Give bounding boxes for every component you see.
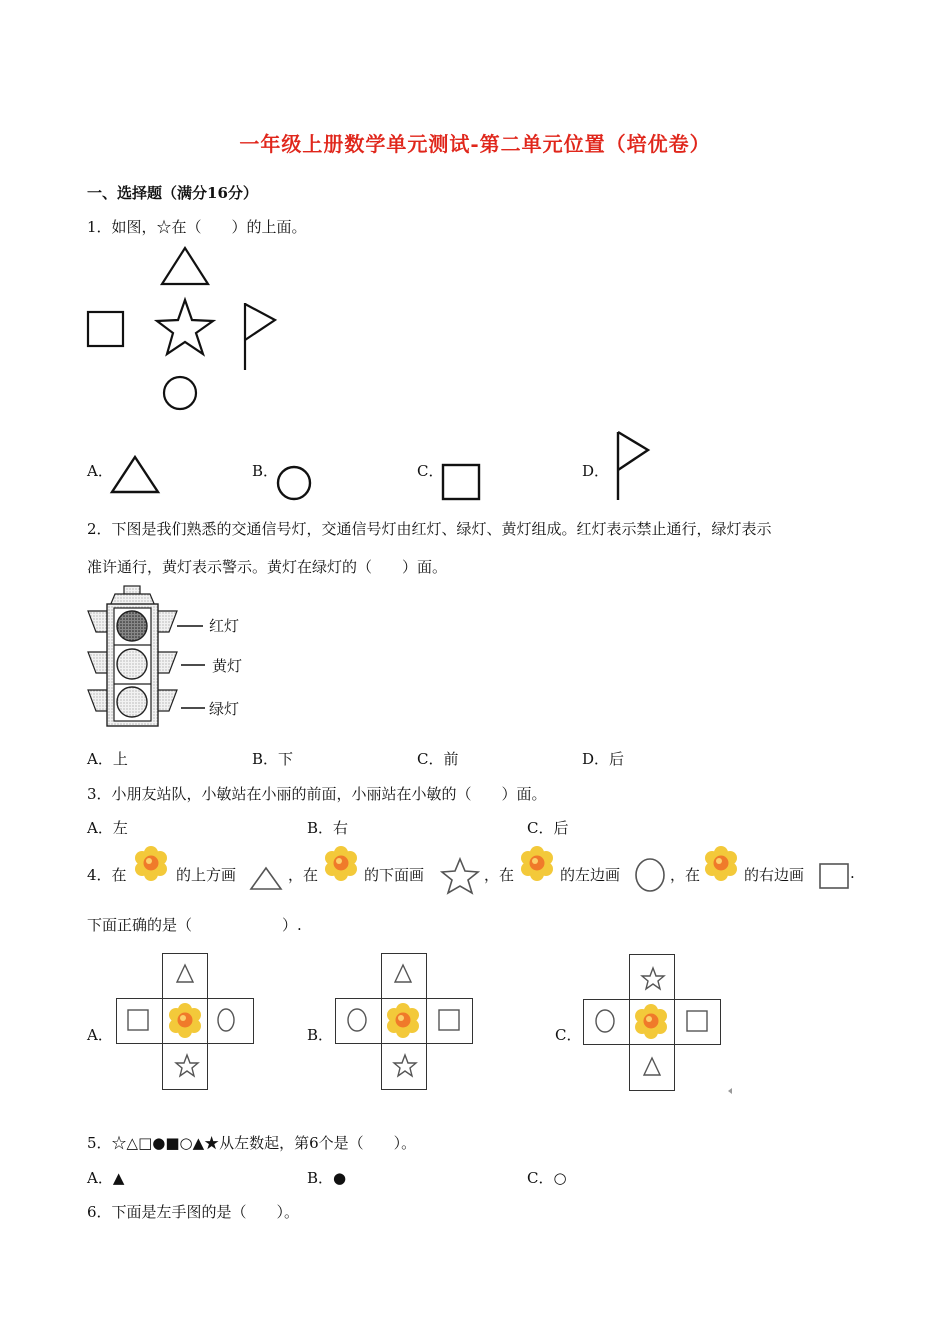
question-2-line-2: 准许通行，黄灯表示警示。黄灯在绿灯的（ ）面。 — [87, 558, 448, 576]
q4-text-part-5: ，在 — [484, 866, 515, 884]
grid-c-flower-icon — [635, 1004, 667, 1039]
question-2-line-1: 2．下图是我们熟悉的交通信号灯，交通信号灯由红灯、绿灯、黄灯组成。红灯表示禁止通行，绿灯表示 — [87, 520, 772, 538]
grid-c-square-icon — [687, 1011, 707, 1031]
q1-option-c-label[interactable]: C． — [417, 462, 444, 480]
q2-option-a[interactable]: A．上 — [87, 750, 128, 768]
q4-text-part-6: 的左边画 — [560, 866, 621, 884]
q3-option-c[interactable]: C．后 — [527, 819, 569, 837]
small-marker-icon — [728, 1088, 732, 1094]
grid-a-flower-icon — [169, 1003, 201, 1038]
q4-text-part-2: 的上方画 — [176, 866, 237, 884]
q4-text-part-8: 的右边画 — [744, 866, 805, 884]
green-light-label: 绿灯 — [209, 700, 240, 718]
q2-option-d[interactable]: D．后 — [582, 750, 625, 768]
grid-a-star-icon — [176, 1055, 198, 1076]
section-heading: 一、选择题（满分16分） — [87, 184, 258, 202]
grid-a-circle-icon — [218, 1009, 234, 1031]
page-title: 一年级上册数学单元测试-第二单元位置（培优卷） — [239, 132, 711, 156]
q5-option-a[interactable]: A．▲ — [87, 1169, 125, 1187]
question-5-text: 5．☆△□●■○▲★从左数起，第6个是（ ）。 — [87, 1134, 417, 1152]
question-6-text: 6．下面是左手图的是（ ）。 — [87, 1203, 300, 1221]
q5-option-b[interactable]: B．● — [307, 1169, 347, 1187]
question-3-text: 3．小朋友站队，小敏站在小丽的前面，小丽站在小敏的（ ）面。 — [87, 785, 547, 803]
q4-text-part-9: . — [850, 864, 855, 882]
grid-c-star-icon — [642, 968, 664, 989]
question-1-text: 1．如图，☆在（ ）的上面。 — [87, 218, 307, 236]
q4-text-part-7: ，在 — [670, 866, 701, 884]
q1-option-b-label[interactable]: B． — [252, 462, 279, 480]
grid-b-flower-icon — [387, 1003, 419, 1038]
yellow-light-label: 黄灯 — [212, 657, 243, 675]
grid-b-triangle-icon — [395, 965, 411, 982]
grid-a-triangle-icon — [177, 965, 193, 982]
q3-option-a[interactable]: A．左 — [87, 819, 128, 837]
q4-text-part-3: ，在 — [288, 866, 319, 884]
q2-option-c[interactable]: C．前 — [417, 750, 459, 768]
q4-option-c-label[interactable]: C． — [555, 1026, 582, 1044]
grid-b-star-icon — [394, 1055, 416, 1076]
q3-option-b[interactable]: B．右 — [307, 819, 349, 837]
q4-text-part-1: 4．在 — [87, 866, 127, 884]
question-4-line-2: 下面正确的是（ ）. — [87, 916, 302, 934]
q2-option-b[interactable]: B．下 — [252, 750, 294, 768]
grid-a-square-icon — [128, 1010, 148, 1030]
q1-option-a-label[interactable]: A． — [87, 462, 113, 480]
q4-text-part-4: 的下面画 — [364, 866, 425, 884]
grid-c-circle-icon — [596, 1010, 614, 1032]
q4-option-b-label[interactable]: B． — [307, 1026, 334, 1044]
grid-b-circle-icon — [348, 1009, 366, 1031]
q4-option-a-label[interactable]: A． — [87, 1026, 113, 1044]
q5-option-c[interactable]: C．○ — [527, 1169, 567, 1187]
grid-b-square-icon — [439, 1010, 459, 1030]
grid-c-triangle-icon — [644, 1058, 660, 1075]
q1-option-d-label[interactable]: D． — [582, 462, 610, 480]
red-light-label: 红灯 — [209, 617, 240, 635]
